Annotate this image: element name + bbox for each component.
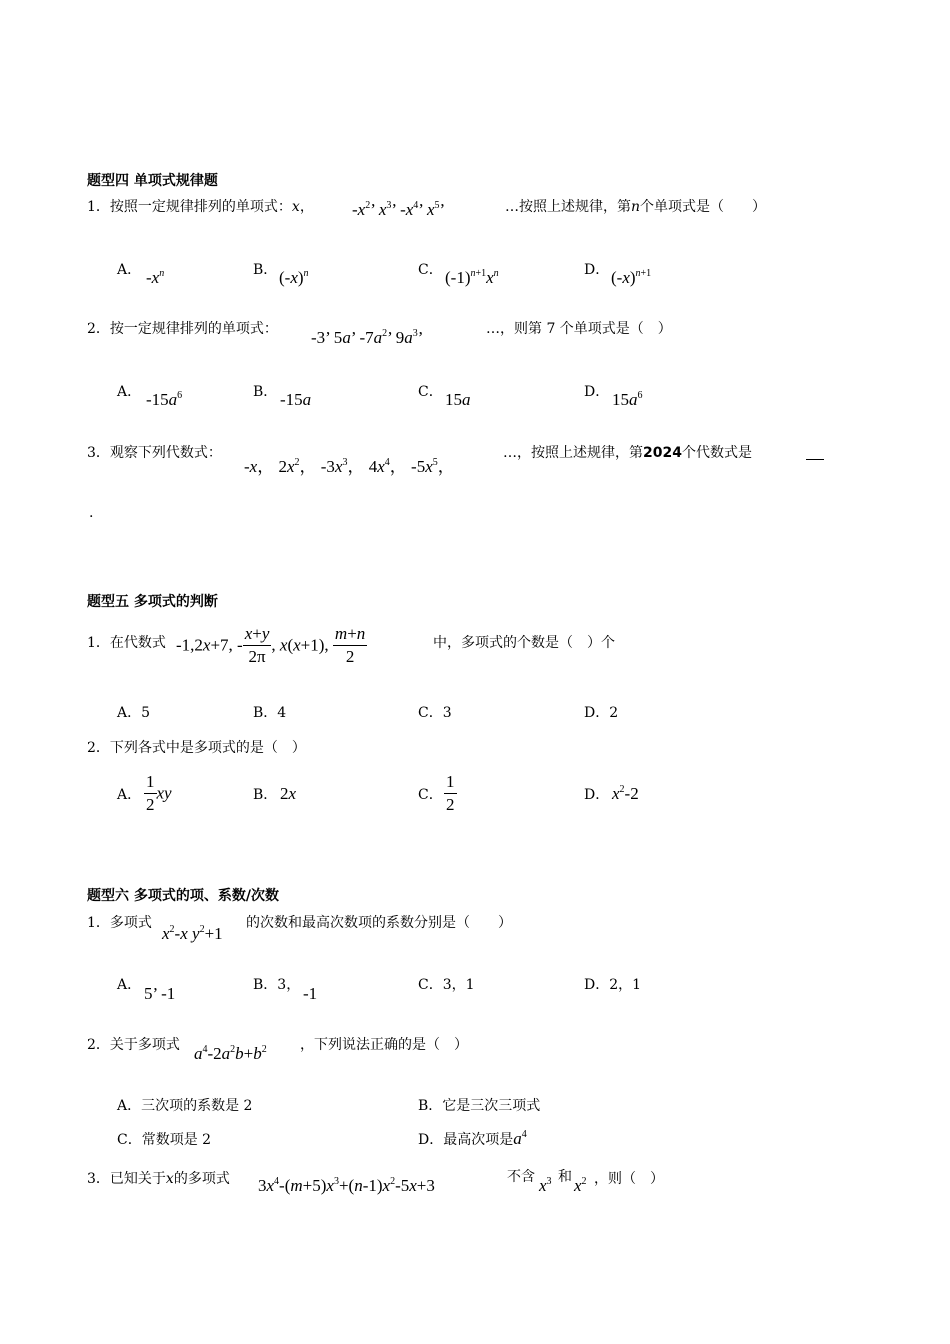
s6-q3-polynomial: $3x^4-(m+5)x^3+(n-1)x^2-5x+3$ xyxy=(258,1176,435,1195)
s5-q2-option-b[interactable]: B． xyxy=(253,787,278,803)
s4-q3-stem: 3．观察下列代数式： xyxy=(87,445,222,461)
s6-q3-stem: 3．已知关于x的多项式 xyxy=(87,1171,230,1187)
s5-q2-stem: 2．下列各式中是多项式的是（ ） xyxy=(87,740,306,756)
s4-q3-sequence: -x， $2x^2$， $-3x^3$， $4x^4$， $-5x^5$， xyxy=(244,457,455,476)
s4-q2-option-a[interactable]: A． xyxy=(117,384,142,400)
s5-q2-option-d-math: $x^2-2$ xyxy=(612,784,639,803)
s4-q1-option-a-math: $-x^n$ xyxy=(146,268,165,287)
s6-q2-stem-end: ，下列说法正确的是（ ） xyxy=(300,1037,468,1053)
s6-q1-stem: 1．多项式 xyxy=(87,915,152,931)
s6-q1-option-b-math: -1 xyxy=(303,984,318,1003)
s5-q2-option-c-math: $\frac{1}{2}$ xyxy=(446,772,455,814)
section4-heading: 题型四 单项式规律题 xyxy=(87,173,218,189)
s6-q2-stem: 2．关于多项式 xyxy=(87,1037,180,1053)
s5-q1-expressions: -1,2x+7, - $\frac{x+y}{2\pi}$ , x(x+1), $\frac{m+n}{2}$ xyxy=(176,624,366,666)
s5-q1-stem: 1．在代数式 xyxy=(87,635,166,651)
s5-q1-option-a[interactable]: A．5 xyxy=(117,705,151,721)
s4-q1-option-b-math: $(-x)^n$ xyxy=(279,268,309,287)
s5-q2-option-a[interactable]: A． xyxy=(117,787,142,803)
s4-q2-option-b-math: -15a xyxy=(280,390,312,409)
s4-q3-period: . xyxy=(89,505,94,521)
s4-q1-option-d[interactable]: D． xyxy=(584,262,610,278)
s4-q1-option-b[interactable]: B． xyxy=(253,262,278,278)
s4-q3-stem-end: …，按照上述规律，第2024个代数式是 xyxy=(503,445,752,461)
s4-q2-option-d[interactable]: D． xyxy=(584,384,610,400)
s5-q1-option-d[interactable]: D．2 xyxy=(584,705,619,721)
s4-q1-option-c-math: $(-1)^{n+1}x^n$ xyxy=(445,268,499,287)
s4-q2-stem: 2．按一定规律排列的单项式： xyxy=(87,321,278,337)
s4-q2-option-c-math: 15a xyxy=(445,390,471,409)
s6-q1-option-c[interactable]: C．3，1 xyxy=(418,977,475,993)
s6-q2-option-a[interactable]: A．三次项的系数是 2 xyxy=(117,1098,253,1114)
s5-q2-option-c[interactable]: C． xyxy=(418,787,443,803)
s6-q1-option-d[interactable]: D．2，1 xyxy=(584,977,642,993)
s6-q2-option-d-math: $a^4$ xyxy=(513,1129,527,1148)
s6-q1-option-b[interactable]: B．3， xyxy=(253,977,301,993)
s4-q1-stem-end: …按照上述规律，第n个单项式是（ ） xyxy=(505,199,767,215)
s6-q2-option-c[interactable]: C．常数项是 2 xyxy=(117,1132,212,1148)
s5-q1-stem-end: 中，多项式的个数是（ ）个 xyxy=(433,635,615,651)
s5-q2-option-b-math: 2x xyxy=(280,784,297,803)
section6-heading: 题型六 多项式的项、系数/次数 xyxy=(87,888,279,904)
s6-q3-and: 和 xyxy=(558,1169,572,1185)
section5-heading: 题型五 多项式的判断 xyxy=(87,594,218,610)
s4-q1-option-a[interactable]: A． xyxy=(117,262,142,278)
s6-q3-x2: $x^2$ xyxy=(574,1176,587,1195)
s6-q2-option-b[interactable]: B．它是三次三项式 xyxy=(418,1098,541,1114)
s4-q3-answer-blank[interactable] xyxy=(806,447,824,460)
s4-q1-stem: 1．按照一定规律排列的单项式：x， xyxy=(87,199,314,215)
s5-q2-option-a-math: $\frac{1}{2}$ xy xyxy=(146,772,172,814)
s6-q1-option-a[interactable]: A． xyxy=(117,977,142,993)
s6-q2-option-d[interactable]: D．最高次项是$a^4$ xyxy=(418,1129,527,1148)
s4-q2-stem-end: …，则第 7 个单项式是（ ） xyxy=(486,321,672,337)
s5-q1-option-c[interactable]: C．3 xyxy=(418,705,452,721)
s6-q1-stem-end: 的次数和最高次数项的系数分别是（ ） xyxy=(246,915,512,931)
s6-q2-polynomial: $a^4-2a^2b+b^2$ xyxy=(194,1044,267,1063)
s6-q3-stem-end: ，则（ ） xyxy=(594,1171,664,1187)
s4-q2-sequence: -3’ 5a’ $-7a^2$’ $9a^3$’ xyxy=(311,328,424,347)
s5-q2-option-d[interactable]: D． xyxy=(584,787,610,803)
s4-q1-option-d-math: $(-x)^{n+1}$ xyxy=(611,268,652,287)
s5-q1-option-b[interactable]: B．4 xyxy=(253,705,287,721)
s6-q3-stem-mid: 不含 xyxy=(507,1169,535,1185)
s6-q1-polynomial: $x^2-x$ $y^2+1$ xyxy=(162,924,223,943)
s4-q2-option-a-math: $-15a^6$ xyxy=(146,390,183,409)
s4-q1-sequence: $-x^2$’ $x^3$’ $-x^4$’ $x^5$’ xyxy=(352,200,446,219)
s4-q2-option-b[interactable]: B． xyxy=(253,384,278,400)
s4-q2-option-d-math: $15a^6$ xyxy=(612,390,643,409)
s6-q1-option-a-math: 5’ -1 xyxy=(144,984,176,1003)
s4-q2-option-c[interactable]: C． xyxy=(418,384,443,400)
s6-q3-x3: $x^3$ xyxy=(539,1176,552,1195)
s4-q1-option-c[interactable]: C． xyxy=(418,262,443,278)
